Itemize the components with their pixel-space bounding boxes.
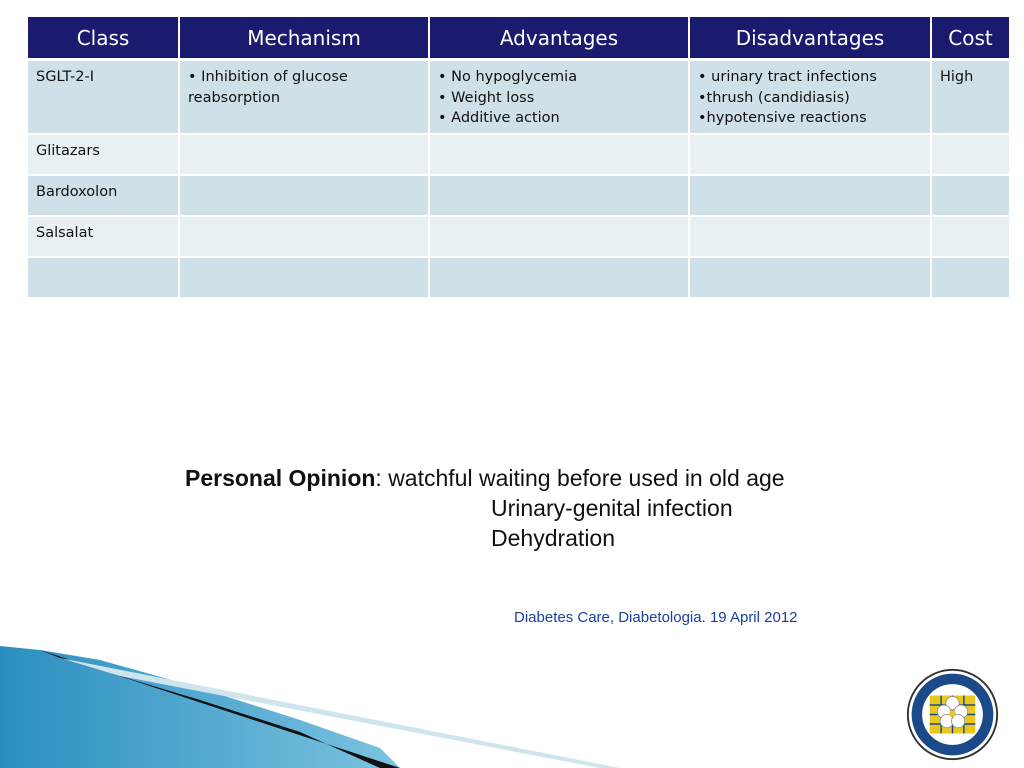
cell-empty (180, 176, 428, 217)
cell-empty (180, 135, 428, 176)
header-class: Class (28, 17, 178, 61)
cell-disadvantages (690, 61, 930, 135)
list-item: • Additive action (438, 110, 560, 126)
cell-empty (430, 176, 688, 217)
table-row (28, 217, 1009, 258)
list-item: • No hypoglycemia (438, 69, 578, 85)
cell-cost: High (932, 61, 1009, 135)
header-disadvantages: Disadvantages (690, 17, 930, 61)
cell-empty (690, 258, 930, 299)
cell-class (28, 258, 178, 299)
personal-opinion (185, 463, 785, 553)
cell-empty (430, 217, 688, 258)
cell-empty (690, 217, 930, 258)
cell-empty (932, 217, 1009, 258)
cell-class: Bardoxolon (28, 176, 178, 217)
table-row (28, 258, 1009, 299)
cell-class: Salsalat (28, 217, 178, 258)
header-mechanism: Mechanism (180, 17, 428, 61)
list-item: •thrush (candidiasis) (698, 89, 850, 106)
cell-empty (932, 258, 1009, 299)
list-item: • Inhibition of glucose reabsorption (188, 69, 348, 106)
table-row (28, 61, 1009, 135)
header-advantages: Advantages (430, 17, 688, 61)
table-row (28, 135, 1009, 176)
association-seal-icon (905, 667, 1000, 762)
comparison-table (26, 17, 1011, 299)
cell-empty (180, 217, 428, 258)
decorative-swoosh (0, 640, 620, 768)
opinion-line-1 (185, 463, 785, 493)
cell-empty (690, 135, 930, 176)
table-header-row (28, 17, 1009, 61)
cell-class: SGLT-2-I (28, 61, 178, 135)
opinion-line-2: Urinary-genital infection (491, 495, 733, 521)
cell-empty (180, 258, 428, 299)
cell-mechanism (180, 61, 428, 135)
list-item: • urinary tract infections (698, 69, 877, 85)
cell-empty (430, 135, 688, 176)
opinion-label: Personal Opinion (185, 465, 376, 491)
cell-class: Glitazars (28, 135, 178, 176)
header-cost: Cost (932, 17, 1009, 61)
cell-empty (932, 176, 1009, 217)
cell-empty (932, 135, 1009, 176)
table-row (28, 176, 1009, 217)
opinion-text: : watchful waiting before used in old age (375, 465, 785, 491)
list-item: •hypotensive reactions (698, 110, 867, 126)
opinion-line-3: Dehydration (491, 525, 616, 551)
cell-empty (690, 176, 930, 217)
cell-empty (430, 258, 688, 299)
cell-advantages (430, 61, 688, 135)
list-item: • Weight loss (438, 89, 535, 106)
citation: Diabetes Care, Diabetologia. 19 April 2012 (514, 609, 798, 626)
